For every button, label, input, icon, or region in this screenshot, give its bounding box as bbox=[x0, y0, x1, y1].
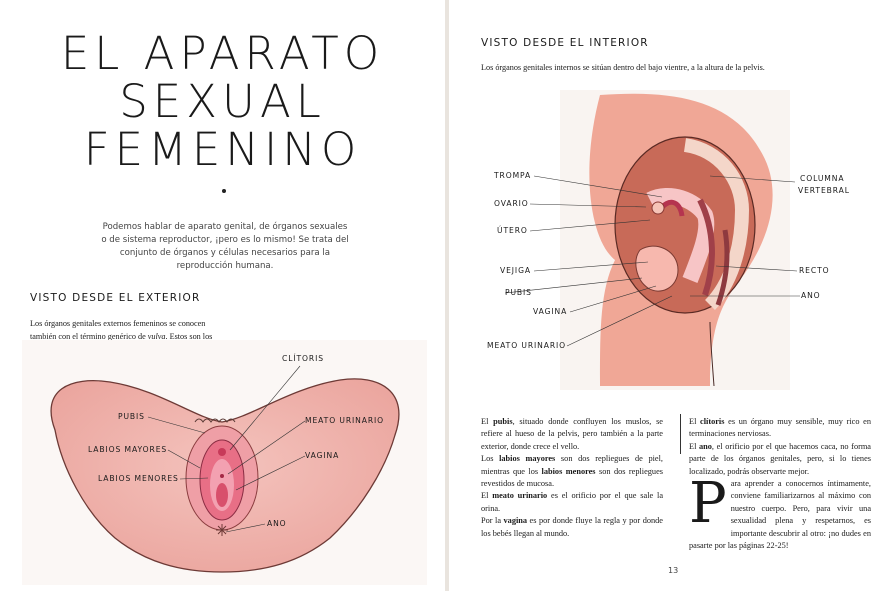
interior-text: Los órganos genitales internos se sitúan dentro del bajo vientre, a la altura de la pelvis. bbox=[481, 63, 765, 72]
body-column-2: El clítoris es un órgano muy sensible, muy rico en terminaciones nerviosas. El ano, el orificio por el que hacemos caca, no forma parte de los órganos genitales, pero, si lo tienes localizado, podrás observarte mejor. P ara aprender a conocernos íntimamente, conviene familiarizarnos al máximo con nuestro cuerpo. Pero, para vivir una sexualidad plena y respetarnos, es importante descubrir al otro: ¡no dudes en pasarte por las páginas 22-25! bbox=[689, 417, 871, 551]
label-meato-ext: MEATO URINARIO bbox=[305, 416, 385, 425]
label-vejiga: VEJIGA bbox=[500, 266, 531, 275]
title-line-2: SEXUAL bbox=[119, 75, 326, 128]
label-vagina-int: VAGINA bbox=[533, 307, 568, 316]
label-vagina-ext: VAGINA bbox=[305, 451, 340, 460]
label-clitoris: CLÍTORIS bbox=[282, 354, 324, 363]
drop-cap: P bbox=[689, 471, 727, 537]
label-pubis-int: PUBIS bbox=[505, 288, 532, 297]
column-rule bbox=[680, 414, 681, 454]
exterior-text: Los órganos genitales externos femeninos se conocen también con el término genérico de vulva. Estos son los bbox=[30, 319, 213, 341]
interior-heading: VISTO DESDE EL INTERIOR bbox=[481, 37, 649, 49]
label-pubis-ext: PUBIS bbox=[118, 412, 145, 421]
label-labios-menores: LABIOS MENORES bbox=[98, 474, 179, 483]
label-ovario: OVARIO bbox=[494, 199, 529, 208]
label-meato-int: MEATO URINARIO bbox=[487, 341, 567, 350]
intro-text: Podemos hablar de aparato genital, de órganos sexuales o de sistema reproductor, ¡pero es lo mismo! Se trata del conjunto de órganos y células necesarios para la reproducción humana. bbox=[101, 221, 349, 271]
title-line-1: EL APARATO bbox=[60, 27, 385, 80]
title-line-3: FEMENINO bbox=[83, 123, 362, 176]
body-column-1: El pubis, situado donde confluyen los muslos, se refiere al hueso de la pelvis, pero también a la parte exterior, donde crece el vello. Los labios mayores son dos repliegues de piel, mientras que los labios menores son dos repliegues revestidos de mucosa. El meato urinario es el orificio por el que sale la orina. Por la vagina es por donde fluye la regla y por donde los bebés llegan al mundo. bbox=[481, 417, 664, 538]
exterior-heading: VISTO DESDE EL EXTERIOR bbox=[30, 292, 201, 304]
label-columna-1: COLUMNA bbox=[800, 174, 845, 183]
label-recto: RECTO bbox=[799, 266, 830, 275]
label-ano-ext: ANO bbox=[267, 519, 287, 528]
label-ano-int: ANO bbox=[801, 291, 821, 300]
page-number: 13 bbox=[668, 566, 679, 575]
label-columna-2: VERTEBRAL bbox=[798, 186, 850, 195]
label-trompa: TROMPA bbox=[494, 171, 532, 180]
label-utero: ÚTERO bbox=[497, 226, 528, 235]
label-labios-mayores: LABIOS MAYORES bbox=[88, 445, 168, 454]
